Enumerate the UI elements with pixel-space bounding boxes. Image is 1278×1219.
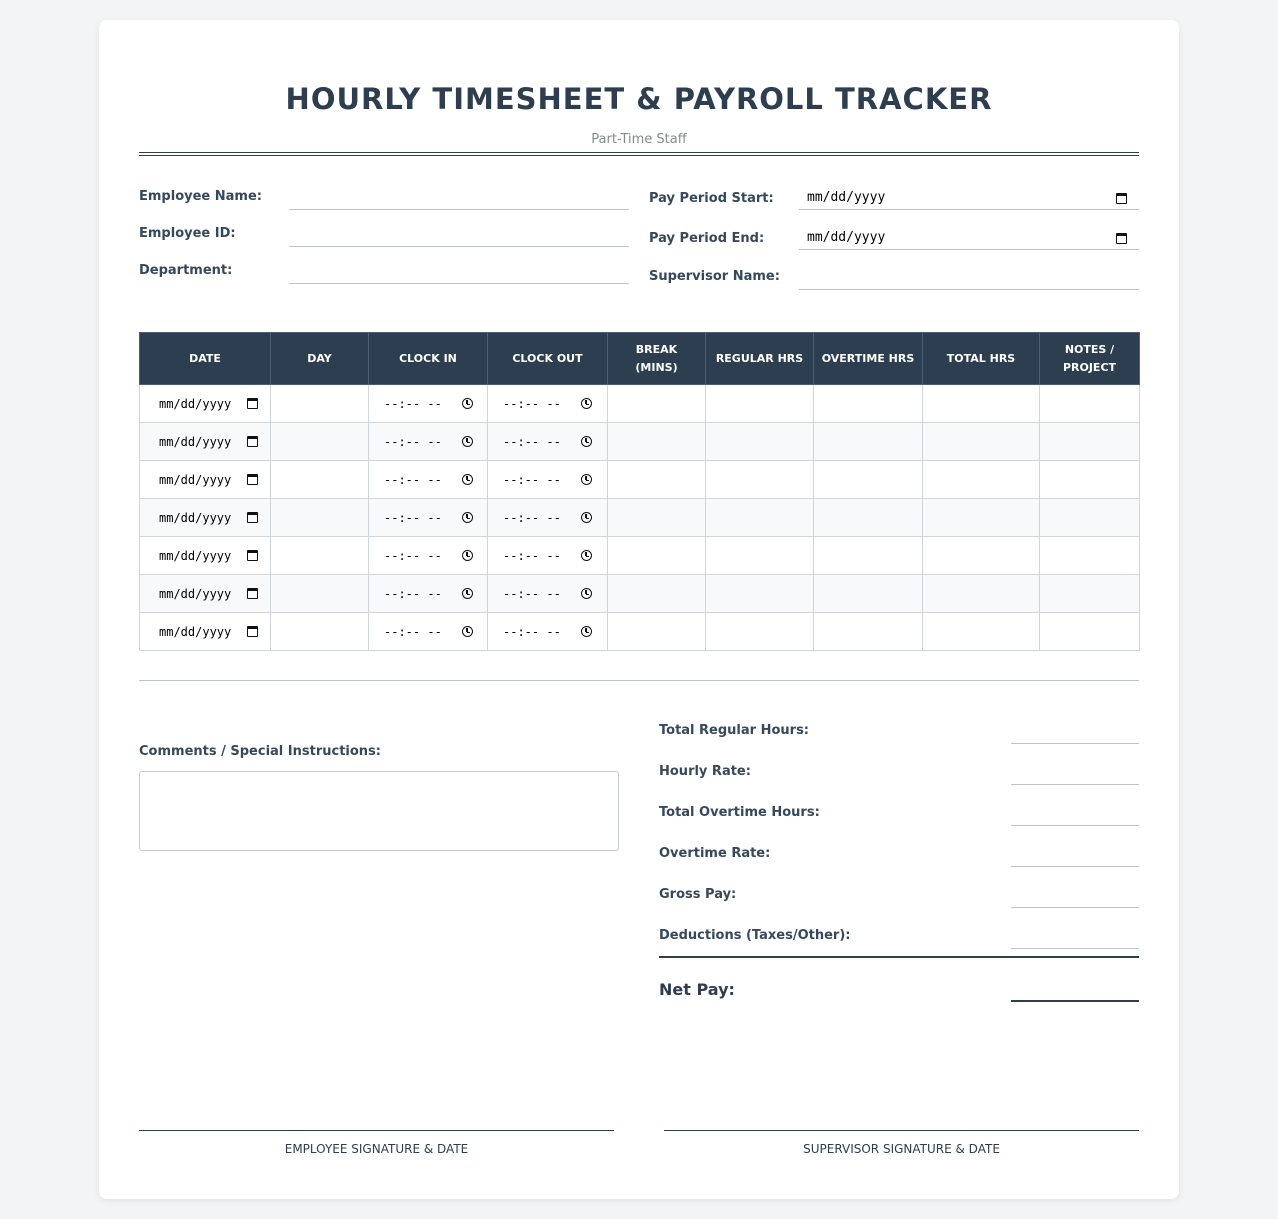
clock-in-input[interactable] — [369, 499, 488, 537]
date-placeholder: mm/dd/yyyy — [159, 435, 232, 449]
regular-hrs-input[interactable] — [706, 499, 814, 537]
break-input[interactable] — [608, 537, 706, 575]
net-pay-input[interactable] — [1011, 1000, 1139, 1002]
notes-input[interactable] — [1040, 537, 1140, 575]
calendar-icon[interactable] — [1116, 193, 1127, 204]
total-hrs-input[interactable] — [923, 499, 1040, 537]
header-divider — [139, 152, 1139, 156]
column-header: CLOCK IN — [369, 333, 488, 385]
employee-name-label: Employee Name: — [139, 189, 262, 204]
date-input[interactable] — [140, 575, 271, 613]
clock-in-input[interactable] — [369, 385, 488, 423]
total-overtime-hours-label: Total Overtime Hours: — [659, 805, 820, 820]
clock-icon[interactable] — [462, 474, 473, 485]
pay-period-start-label: Pay Period Start: — [649, 191, 774, 206]
break-input[interactable] — [608, 499, 706, 537]
total-hrs-input[interactable] — [923, 575, 1040, 613]
time-placeholder: --:-- -- — [503, 549, 561, 563]
break-input[interactable] — [608, 575, 706, 613]
overtime-rate-input[interactable] — [1011, 866, 1139, 867]
overtime-hrs-input[interactable] — [814, 423, 923, 461]
total-hrs-input[interactable] — [923, 613, 1040, 651]
clock-icon[interactable] — [581, 588, 592, 599]
date-input[interactable] — [140, 537, 271, 575]
day-input[interactable] — [271, 423, 369, 461]
section-divider — [139, 680, 1139, 681]
date-placeholder: mm/dd/yyyy — [159, 587, 232, 601]
supervisor-name-input[interactable] — [799, 289, 1139, 290]
clock-out-input[interactable] — [488, 499, 608, 537]
clock-icon[interactable] — [462, 626, 473, 637]
department-input[interactable] — [289, 283, 629, 284]
time-placeholder: --:-- -- — [503, 435, 561, 449]
overtime-hrs-input[interactable] — [814, 613, 923, 651]
column-header: CLOCK OUT — [488, 333, 608, 385]
clock-in-input[interactable] — [369, 423, 488, 461]
clock-icon[interactable] — [581, 626, 592, 637]
pay-period-end-input[interactable] — [799, 228, 1139, 250]
gross-pay-input[interactable] — [1011, 907, 1139, 908]
clock-in-input[interactable] — [369, 537, 488, 575]
time-placeholder: --:-- -- — [503, 625, 561, 639]
date-input[interactable] — [140, 613, 271, 651]
page-subtitle: Part-Time Staff — [591, 132, 687, 147]
clock-out-input[interactable] — [488, 461, 608, 499]
time-placeholder: --:-- -- — [384, 397, 442, 411]
table-header-row — [140, 333, 1140, 385]
day-input[interactable] — [271, 499, 369, 537]
time-entry-table — [139, 332, 1140, 651]
employee-name-input[interactable] — [289, 209, 629, 210]
column-header: DATE — [140, 333, 271, 385]
calendar-icon[interactable] — [247, 626, 258, 637]
employee-signature-line[interactable] — [139, 1130, 614, 1131]
regular-hrs-input[interactable] — [706, 537, 814, 575]
time-placeholder: --:-- -- — [384, 473, 442, 487]
break-input[interactable] — [608, 423, 706, 461]
comments-label: Comments / Special Instructions: — [139, 744, 381, 759]
overtime-hrs-input[interactable] — [814, 385, 923, 423]
table-row — [140, 575, 1140, 613]
table-row — [140, 613, 1140, 651]
clock-icon[interactable] — [581, 436, 592, 447]
gross-pay-label: Gross Pay: — [659, 887, 737, 902]
time-placeholder: --:-- -- — [503, 587, 561, 601]
date-input[interactable] — [140, 499, 271, 537]
total-hrs-input[interactable] — [923, 423, 1040, 461]
clock-icon[interactable] — [581, 512, 592, 523]
clock-icon[interactable] — [581, 474, 592, 485]
overtime-hrs-input[interactable] — [814, 575, 923, 613]
time-placeholder: --:-- -- — [384, 435, 442, 449]
regular-hrs-input[interactable] — [706, 461, 814, 499]
date-input[interactable] — [140, 461, 271, 499]
clock-out-input[interactable] — [488, 385, 608, 423]
time-placeholder: --:-- -- — [384, 625, 442, 639]
notes-input[interactable] — [1040, 613, 1140, 651]
clock-in-input[interactable] — [369, 613, 488, 651]
overtime-hrs-input[interactable] — [814, 499, 923, 537]
pay-period-start-value: mm/dd/yyyy — [807, 190, 886, 205]
hourly-rate-input[interactable] — [1011, 784, 1139, 785]
employee-id-label: Employee ID: — [139, 226, 236, 241]
clock-icon[interactable] — [462, 588, 473, 599]
total-regular-hours-input[interactable] — [1011, 743, 1139, 744]
date-placeholder: mm/dd/yyyy — [159, 549, 232, 563]
employee-signature-label: EMPLOYEE SIGNATURE & DATE — [284, 1142, 469, 1156]
table-row — [140, 537, 1140, 575]
overtime-rate-label: Overtime Rate: — [659, 846, 771, 861]
calendar-icon[interactable] — [247, 550, 258, 561]
supervisor-signature-label: SUPERVISOR SIGNATURE & DATE — [803, 1142, 1000, 1156]
net-pay-divider — [659, 956, 1139, 958]
calendar-icon[interactable] — [247, 398, 258, 409]
time-placeholder: --:-- -- — [384, 549, 442, 563]
day-input[interactable] — [271, 613, 369, 651]
clock-out-input[interactable] — [488, 537, 608, 575]
date-input[interactable] — [140, 385, 271, 423]
deductions-input[interactable] — [1011, 948, 1139, 949]
column-header: NOTES / PROJECT — [1040, 333, 1140, 385]
timesheet-card — [99, 20, 1179, 1199]
notes-input[interactable] — [1040, 385, 1140, 423]
clock-icon[interactable] — [581, 398, 592, 409]
clock-out-input[interactable] — [488, 613, 608, 651]
total-hrs-input[interactable] — [923, 461, 1040, 499]
table-body — [140, 385, 1140, 651]
clock-icon[interactable] — [462, 512, 473, 523]
employee-id-input[interactable] — [289, 246, 629, 247]
regular-hrs-input[interactable] — [706, 575, 814, 613]
total-overtime-hours-input[interactable] — [1011, 825, 1139, 826]
notes-input[interactable] — [1040, 461, 1140, 499]
clock-icon[interactable] — [581, 550, 592, 561]
time-placeholder: --:-- -- — [384, 511, 442, 525]
notes-input[interactable] — [1040, 575, 1140, 613]
regular-hrs-input[interactable] — [706, 385, 814, 423]
time-placeholder: --:-- -- — [384, 587, 442, 601]
comments-textarea[interactable] — [139, 771, 619, 851]
pay-period-end-label: Pay Period End: — [649, 231, 765, 246]
calendar-icon[interactable] — [247, 436, 258, 447]
date-placeholder: mm/dd/yyyy — [159, 473, 232, 487]
calendar-icon[interactable] — [247, 588, 258, 599]
day-input[interactable] — [271, 385, 369, 423]
date-placeholder: mm/dd/yyyy — [159, 625, 232, 639]
table-row — [140, 499, 1140, 537]
notes-input[interactable] — [1040, 499, 1140, 537]
column-header: BREAK (MINS) — [608, 333, 706, 385]
department-label: Department: — [139, 263, 233, 278]
regular-hrs-input[interactable] — [706, 613, 814, 651]
calendar-icon[interactable] — [1116, 233, 1127, 244]
clock-in-input[interactable] — [369, 575, 488, 613]
break-input[interactable] — [608, 613, 706, 651]
supervisor-signature-line[interactable] — [664, 1130, 1139, 1131]
column-header: TOTAL HRS — [923, 333, 1040, 385]
regular-hrs-input[interactable] — [706, 423, 814, 461]
time-placeholder: --:-- -- — [503, 473, 561, 487]
hourly-rate-label: Hourly Rate: — [659, 764, 751, 779]
column-header: REGULAR HRS — [706, 333, 814, 385]
net-pay-label: Net Pay: — [659, 980, 735, 999]
calendar-icon[interactable] — [247, 512, 258, 523]
page-title: HOURLY TIMESHEET & PAYROLL TRACKER — [285, 82, 993, 116]
clock-out-input[interactable] — [488, 575, 608, 613]
total-hrs-input[interactable] — [923, 385, 1040, 423]
notes-input[interactable] — [1040, 423, 1140, 461]
calendar-icon[interactable] — [247, 474, 258, 485]
day-input[interactable] — [271, 461, 369, 499]
clock-icon[interactable] — [462, 436, 473, 447]
break-input[interactable] — [608, 461, 706, 499]
total-hrs-input[interactable] — [923, 537, 1040, 575]
time-placeholder: --:-- -- — [503, 397, 561, 411]
date-input[interactable] — [140, 423, 271, 461]
table-row — [140, 423, 1140, 461]
time-placeholder: --:-- -- — [503, 511, 561, 525]
break-input[interactable] — [608, 385, 706, 423]
column-header: DAY — [271, 333, 369, 385]
pay-period-end-value: mm/dd/yyyy — [807, 230, 886, 245]
overtime-hrs-input[interactable] — [814, 537, 923, 575]
column-header: OVERTIME HRS — [814, 333, 923, 385]
supervisor-name-label: Supervisor Name: — [649, 269, 780, 284]
day-input[interactable] — [271, 575, 369, 613]
overtime-hrs-input[interactable] — [814, 461, 923, 499]
clock-out-input[interactable] — [488, 423, 608, 461]
date-placeholder: mm/dd/yyyy — [159, 397, 232, 411]
pay-period-start-input[interactable] — [799, 188, 1139, 210]
clock-in-input[interactable] — [369, 461, 488, 499]
clock-icon[interactable] — [462, 398, 473, 409]
date-placeholder: mm/dd/yyyy — [159, 511, 232, 525]
deductions-label: Deductions (Taxes/Other): — [659, 928, 851, 943]
table-row — [140, 385, 1140, 423]
clock-icon[interactable] — [462, 550, 473, 561]
total-regular-hours-label: Total Regular Hours: — [659, 723, 810, 738]
day-input[interactable] — [271, 537, 369, 575]
table-row — [140, 461, 1140, 499]
